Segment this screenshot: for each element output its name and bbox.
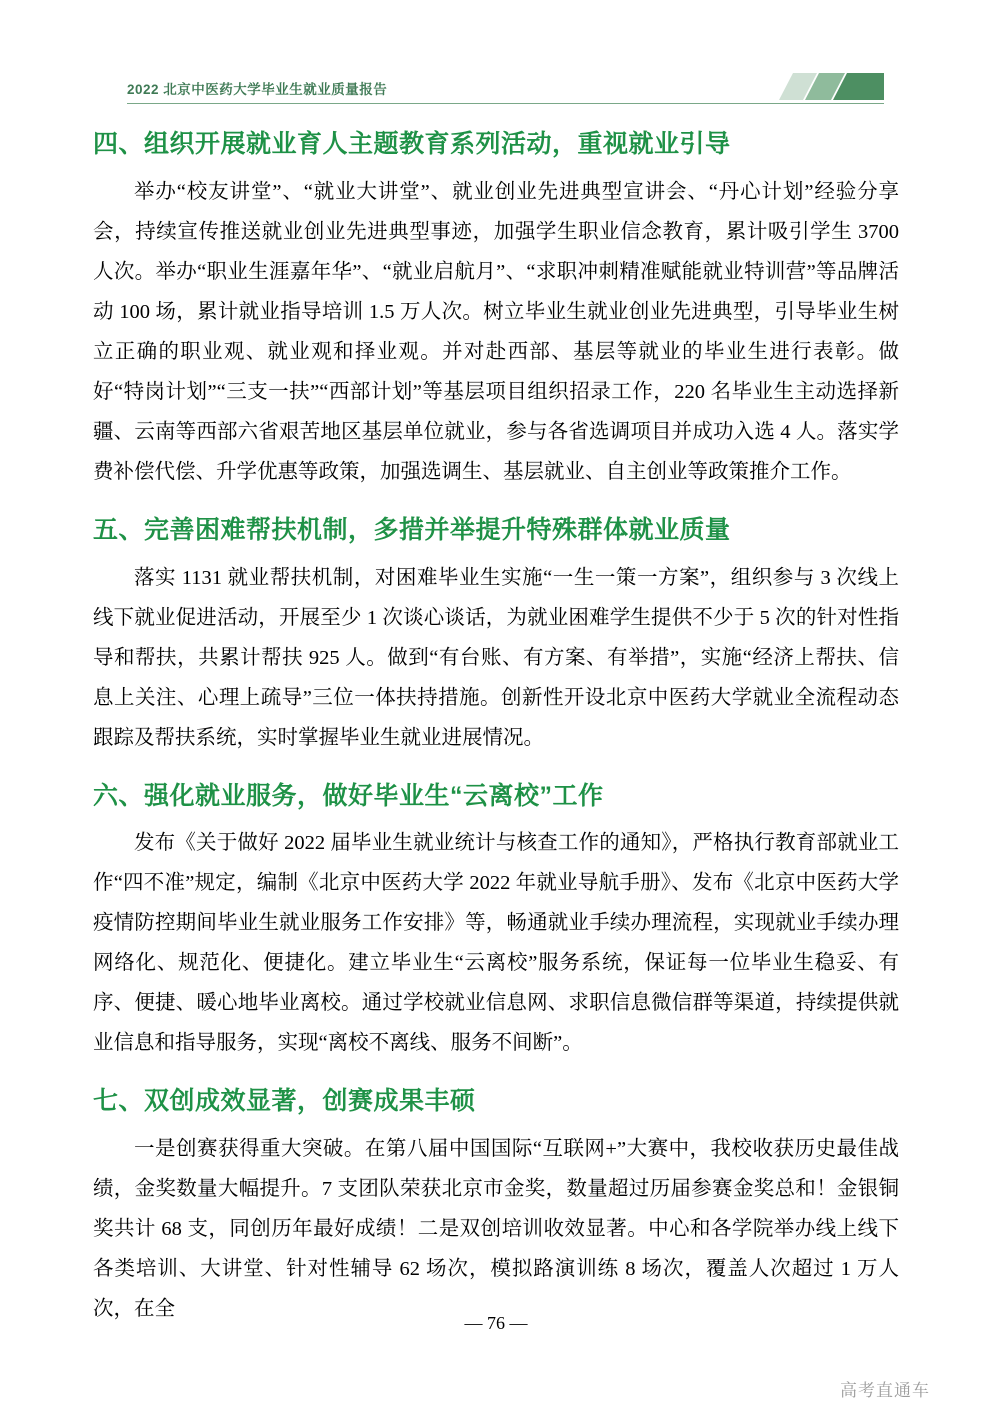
header-decoration-icon	[779, 73, 884, 100]
watermark: 高考直通车	[840, 1381, 930, 1400]
section-heading: 七、双创成效显著，创赛成果丰硕	[93, 1087, 476, 1116]
section-heading: 五、完善困难帮扶机制，多措并举提升特殊群体就业质量	[93, 515, 731, 544]
page-header	[0, 78, 992, 112]
section-heading: 六、强化就业服务，做好毕业生“云离校”工作	[93, 781, 604, 810]
document-content	[93, 128, 899, 1329]
section-seven	[93, 1085, 899, 1329]
header-title: 2022 北京中医药大学毕业生就业质量报告	[127, 82, 388, 97]
section-six	[93, 780, 899, 1064]
section-heading: 四、组织开展就业育人主题教育系列活动，重视就业引导	[93, 130, 731, 158]
section-paragraph: 发布《关于做好 2022 届毕业生就业统计与核查工作的通知》，严格执行教育部就业工作“四不准”规定，编制《北京中医药大学 2022 年就业导航手册》、发布《北京中医药大学疫情防控期间毕业生就业服务工作安排》等，畅通就业手续办理流程，实现就业手续办理网络化、规范化、便捷化。建立毕业生“云离校”服务系统，保证每一位毕业生稳妥、有序、便捷、暖心地毕业离校。通过学校就业信息网、求职信息微信群等渠道，持续提供就业信息和指导服务，实现“离校不离线、服务不间断”。	[93, 832, 899, 1055]
page-number: — 76 —	[464, 1313, 528, 1333]
section-four	[93, 128, 899, 492]
section-paragraph: 举办“校友讲堂”、“就业大讲堂”、就业创业先进典型宣讲会、“丹心计划”经验分享会，持续宣传推送就业创业先进典型事迹，加强学生职业信念教育，累计吸引学生 3700 人次。举办“职业生涯嘉年华”、“就业启航月”、“求职冲刺精准赋能就业特训营”等品牌活动 100 场，累计就业指导培训 1.5 万人次。树立毕业生就业创业先进典型，引导毕业生树立正确的职业观、就业观和择业观。并对赴西部、基层等就业的毕业生进行表彰。做好“特岗计划”“三支一扶”“西部计划”等基层项目组织招录工作，220 名毕业生主动选择新疆、云南等西部六省艰苦地区基层单位就业，参与各省选调项目并成功入选 4 人。落实学费补偿代偿、升学优惠等政策，加强选调生、基层就业、自主创业等政策推介工作。	[93, 180, 899, 483]
header-divider	[127, 103, 884, 104]
section-paragraph: 落实 1131 就业帮扶机制，对困难毕业生实施“一生一策一方案”，组织参与 3 次线上线下就业促进活动，开展至少 1 次谈心谈话，为就业困难学生提供不少于 5 次的针对性指导和帮扶，共累计帮扶 925 人。做到“有台账、有方案、有举措”，实施“经济上帮扶、信息上关注、心理上疏导”三位一体扶持措施。创新性开设北京中医药大学就业全流程动态跟踪及帮扶系统，实时掌握毕业生就业进展情况。	[93, 566, 899, 749]
section-five	[93, 514, 899, 758]
section-paragraph: 一是创赛获得重大突破。在第八届中国国际“互联网+”大赛中，我校收获历史最佳战绩，金奖数量大幅提升。7 支团队荣获北京市金奖，数量超过历届参赛金奖总和！金银铜奖共计 68 支，同创历年最好成绩！二是双创培训收效显著。中心和各学院举办线上线下各类培训、大讲堂、针对性辅导 62 场次，模拟路演训练 8 场次，覆盖人次超过 1 万人次，在全	[93, 1138, 899, 1320]
